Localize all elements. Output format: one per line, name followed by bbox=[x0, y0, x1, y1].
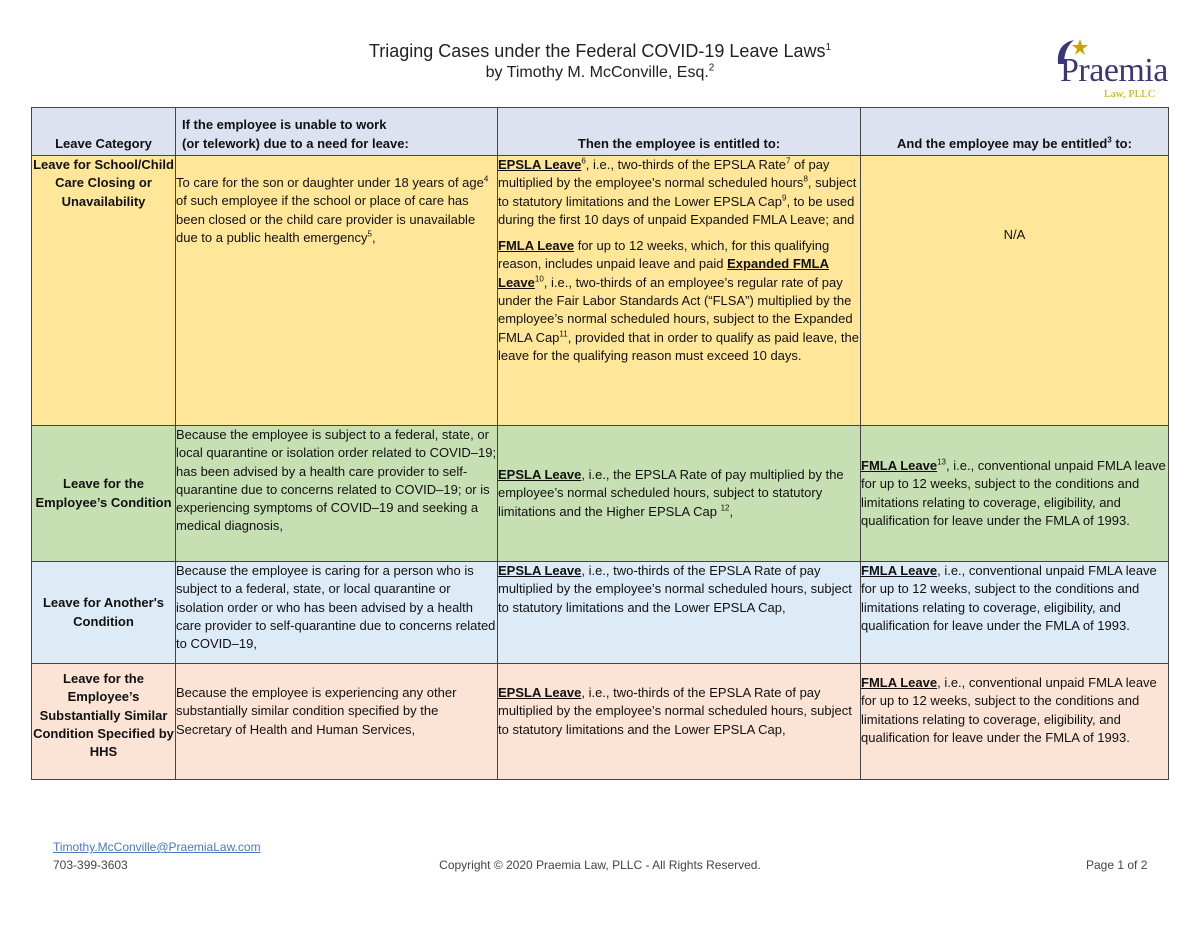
row-entitled: EPSLA Leave, i.e., the EPSLA Rate of pay multiplied by the employee’s normal scheduled hours, subject to statutory limitations and the Higher EPSLA Cap $^{12}$, bbox=[498, 426, 861, 562]
document-header bbox=[0, 40, 1200, 84]
leave-triage-table bbox=[31, 107, 1169, 780]
footer-email-link[interactable]: Timothy.McConville@PraemiaLaw.com bbox=[53, 840, 261, 854]
row-may-be-entitled: FMLA Leave, i.e., conventional unpaid FMLA leave for up to 12 weeks, subject to the conditions and limitations relating to coverage, eligibility, and qualification for leave under the FMLA of 1993. bbox=[861, 562, 1169, 664]
epsla-leave-link: EPSLA Leave bbox=[498, 563, 582, 578]
row-entitled: EPSLA Leave, i.e., two-thirds of the EPSLA Rate of pay multiplied by the employee’s normal scheduled hours, subject to statutory limitations and the Lower EPSLA Cap, bbox=[498, 664, 861, 780]
footer-phone: 703-399-3603 bbox=[53, 858, 128, 872]
header-leave-category: Leave Category bbox=[32, 108, 176, 156]
row-condition: Because the employee is experiencing any other substantially similar condition specified by the Secretary of Health and Human Services, bbox=[176, 664, 498, 780]
expanded-fmla-leave-link: Expanded FMLA Leave bbox=[498, 256, 829, 290]
table-row bbox=[32, 156, 1169, 426]
row-category: Leave for School/Child Care Closing or Unavailability bbox=[32, 156, 176, 426]
table-row bbox=[32, 426, 1169, 562]
row-entitled: EPSLA Leave, i.e., two-thirds of the EPSLA Rate of pay multiplied by the employee’s normal scheduled hours, subject to statutory limitations and the Lower EPSLA Cap, bbox=[498, 562, 861, 664]
epsla-leave-link: EPSLA Leave bbox=[498, 157, 582, 172]
row-condition: Because the employee is caring for a person who is subject to a federal, state, or local quarantine or isolation order or who has been advised by a health care provider to self-quarantine due to concerns related to COVID–19, bbox=[176, 562, 498, 664]
document-subtitle: by Timothy M. McConville, Esq.$^2$ bbox=[485, 62, 715, 81]
fmla-leave-link: FMLA Leave bbox=[861, 675, 938, 690]
epsla-leave-link: EPSLA Leave bbox=[498, 467, 582, 483]
header-may-be-entitled: And the employee may be entitled$^3$ to: bbox=[861, 108, 1169, 156]
logo-wordmark: Praemia bbox=[1060, 52, 1168, 89]
logo-subtext: Law, PLLC bbox=[1104, 88, 1156, 100]
document-title: Triaging Cases under the Federal COVID-19 Leave Laws$^1$ bbox=[368, 41, 832, 61]
table-header-row bbox=[32, 108, 1169, 156]
footer-page-number: Page 1 of 2 bbox=[1086, 858, 1148, 872]
fmla-leave-link: FMLA Leave bbox=[498, 238, 575, 254]
header-entitled: Then the employee is entitled to: bbox=[498, 108, 861, 156]
fmla-leave-link: FMLA Leave bbox=[861, 563, 938, 578]
row-condition: Because the employee is subject to a federal, state, or local quarantine or isolation order related to COVID–19; has been advised by a health care provider to self-quarantine due to concerns related to COVID–19; or is experiencing symptoms of COVID–19 and seeking a medical diagnosis, bbox=[176, 426, 498, 562]
table-row bbox=[32, 664, 1169, 780]
praemia-logo bbox=[1044, 36, 1174, 102]
row-condition: To care for the son or daughter under 18 years of age$^4$ of such employee if the school or place of care has been closed or the child care provider is unavailable due to a public health emergency$^5$, bbox=[176, 156, 498, 426]
epsla-leave-link: EPSLA Leave bbox=[498, 685, 582, 700]
row-may-be-entitled: FMLA Leave, i.e., conventional unpaid FMLA leave for up to 12 weeks, subject to the conditions and limitations relating to coverage, eligibility, and qualification for leave under the FMLA of 1993. bbox=[861, 664, 1169, 780]
row-may-be-entitled: FMLA Leave$^{13}$, i.e., conventional unpaid FMLA leave for up to 12 weeks, subject to the conditions and limitations relating to coverage, eligibility, and qualification for leave under the FMLA of 1993. bbox=[861, 426, 1169, 562]
fmla-leave-link: FMLA Leave bbox=[861, 457, 938, 473]
row-category: Leave for Another's Condition bbox=[32, 562, 176, 664]
row-category: Leave for the Employee’s Condition bbox=[32, 426, 176, 562]
row-category: Leave for the Employee’s Substantially Similar Condition Specified by HHS bbox=[32, 664, 176, 780]
row-may-be-entitled: N/A bbox=[861, 156, 1169, 426]
header-condition: If the employee is unable to work (or telework) due to a need for leave: bbox=[176, 108, 498, 156]
footer-copyright: Copyright © 2020 Praemia Law, PLLC - All Rights Reserved. bbox=[439, 858, 761, 872]
row-entitled: EPSLA Leave$^6$, i.e., two-thirds of the EPSLA Rate$^7$ of pay multiplied by the employee’s normal scheduled hours$^8$, subject to statutory limitations and the Lower EPSLA Cap$^9$, to be used during the first 10 days of unpaid Expanded FMLA Leave; and FMLA Leave for up to 12 weeks, which, for this qualifying reason, includes unpaid leave and paid Expanded FMLA Leave$^{10}$, i.e., two-thirds of an employee’s regular rate of pay under the Fair Labor Standards Act (“FLSA”) multiplied by the employee’s normal scheduled hours, subject to the Expanded FMLA Cap$^{11}$, provided that in order to qualify as paid leave, the leave for the qualifying reason must exceed 10 days. bbox=[498, 156, 861, 426]
table-row bbox=[32, 562, 1169, 664]
